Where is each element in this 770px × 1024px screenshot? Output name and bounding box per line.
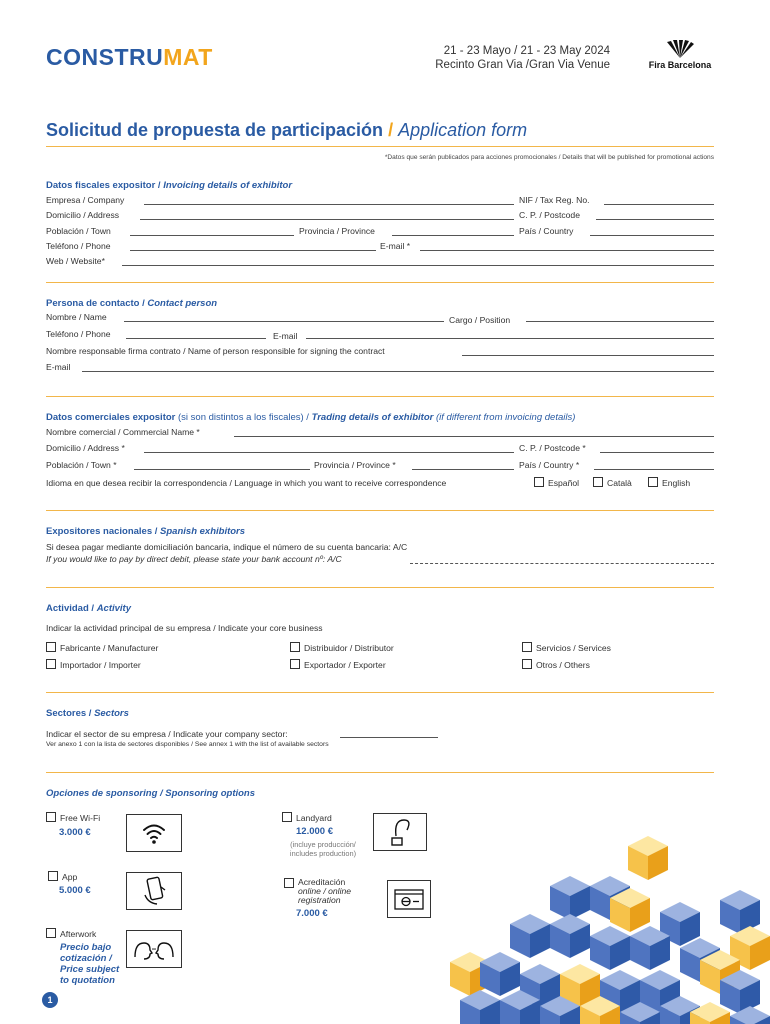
trading-province-field[interactable] <box>412 469 514 470</box>
signer-field[interactable] <box>462 355 714 356</box>
province-field[interactable] <box>392 235 514 236</box>
activity-others[interactable]: Otros / Others <box>522 659 590 670</box>
checkbox[interactable] <box>290 642 300 652</box>
checkbox[interactable] <box>48 871 58 881</box>
sponsor-landyard-option[interactable]: Landyard <box>282 812 332 823</box>
wifi-price: 3.000 € <box>59 827 91 838</box>
phone-field[interactable] <box>130 250 376 251</box>
decorative-cubes <box>420 830 770 1024</box>
lang-es-option[interactable]: Español <box>534 477 579 488</box>
section-activity-heading: Actividad / Activity <box>46 603 132 614</box>
divider <box>46 396 714 397</box>
trading-postcode-field[interactable] <box>600 452 714 453</box>
smartphone-icon <box>126 872 182 910</box>
commercial-name-label: Nombre comercial / Commercial Name * <box>46 427 200 437</box>
nif-label: NIF / Tax Reg. No. <box>519 195 590 205</box>
trading-country-label: País / Country * <box>519 460 580 470</box>
trading-postcode-label: C. P. / Postcode * <box>519 443 586 453</box>
bank-line-en: If you would like to pay by direct debit, please state your bank account nº: A/C <box>46 554 342 564</box>
lang-es-checkbox[interactable] <box>534 477 544 487</box>
contact-email-field[interactable] <box>306 338 714 339</box>
bank-account-field[interactable] <box>410 563 714 564</box>
activity-importer[interactable]: Importador / Importer <box>46 659 141 670</box>
sector-field[interactable] <box>340 737 438 738</box>
lang-ca-option[interactable]: Català <box>593 477 632 488</box>
web-field[interactable] <box>122 265 714 266</box>
section-invoicing-heading: Datos fiscales expositor / Invoicing details of exhibitor <box>46 180 293 191</box>
wifi-icon <box>126 814 182 852</box>
checkbox[interactable] <box>46 812 56 822</box>
fira-fan-icon <box>663 40 697 58</box>
lang-en-checkbox[interactable] <box>648 477 658 487</box>
divider <box>46 587 714 588</box>
sector-annex-note: Ver anexo 1 con la lista de sectores disponibles / See annex 1 with the list of available sectors <box>46 741 329 748</box>
divider <box>46 282 714 283</box>
trading-address-label: Domicilio / Address * <box>46 443 125 453</box>
conversation-icon <box>126 930 182 968</box>
event-venue-text: Recinto Gran Via /Gran Via Venue <box>435 59 610 71</box>
company-field[interactable] <box>144 204 514 205</box>
accreditation-price: 7.000 € <box>296 908 328 919</box>
section-sectors-heading: Sectores / Sectors <box>46 708 129 719</box>
page-title: Solicitud de propuesta de participación / Application form <box>46 120 528 140</box>
contact-name-label: Nombre / Name <box>46 312 107 322</box>
address-label: Domicilio / Address <box>46 210 120 220</box>
lang-en-option[interactable]: English <box>648 477 690 488</box>
section-trading-heading: Datos comerciales expositor (si son distintos a los fiscales) / Trading details of exhibitor (if different from invoicing details) <box>46 412 576 423</box>
trading-town-label: Población / Town * <box>46 460 117 470</box>
activity-distributor[interactable]: Distribuidor / Distributor <box>290 642 394 653</box>
section-sponsoring-heading: Opciones de sponsoring / Sponsoring options <box>46 788 256 799</box>
email-field[interactable] <box>420 250 714 251</box>
country-label: País / Country <box>519 226 574 236</box>
fira-text: Fira Barcelona <box>648 60 712 70</box>
contact-phone-label: Teléfono / Phone <box>46 329 111 339</box>
checkbox[interactable] <box>522 659 532 669</box>
checkbox[interactable] <box>282 812 292 822</box>
phone-label: Teléfono / Phone <box>46 241 111 251</box>
web-label: Web / Website* <box>46 256 105 266</box>
province-label: Provincia / Province <box>299 226 375 236</box>
event-dates <box>380 44 610 72</box>
sponsor-app-option[interactable]: App <box>48 871 77 882</box>
activity-services[interactable]: Servicios / Services <box>522 642 611 653</box>
trading-town-field[interactable] <box>134 469 310 470</box>
trading-address-field[interactable] <box>144 452 514 453</box>
lanyard-icon <box>373 813 427 851</box>
checkbox[interactable] <box>46 659 56 669</box>
fira-barcelona-logo <box>640 40 720 70</box>
checkbox[interactable] <box>46 642 56 652</box>
sponsor-accreditation-option[interactable]: Acreditación online / online registration <box>284 878 351 905</box>
trading-country-field[interactable] <box>594 469 714 470</box>
activity-prompt: Indicar la actividad principal de su empresa / Indicate your core business <box>46 623 323 633</box>
landyard-price: 12.000 € <box>296 826 333 837</box>
postcode-label: C. P. / Postcode <box>519 210 580 220</box>
nif-field[interactable] <box>604 204 714 205</box>
sponsor-afterwork-option[interactable]: Afterwork <box>46 928 96 939</box>
construmat-logo: CONSTRUMAT <box>46 44 213 70</box>
signer-email-field[interactable] <box>82 371 714 372</box>
town-field[interactable] <box>130 235 294 236</box>
activity-manufacturer[interactable]: Fabricante / Manufacturer <box>46 642 158 653</box>
app-price: 5.000 € <box>59 885 91 896</box>
language-label: Idioma en que desea recibir la correspondencia / Language in which you want to receive correspondence <box>46 478 447 488</box>
postcode-field[interactable] <box>596 219 714 220</box>
email-label: E-mail * <box>380 241 411 251</box>
position-field[interactable] <box>526 321 714 322</box>
country-field[interactable] <box>590 235 714 236</box>
checkbox[interactable] <box>522 642 532 652</box>
checkbox[interactable] <box>46 928 56 938</box>
lang-ca-checkbox[interactable] <box>593 477 603 487</box>
section-spanish-heading: Expositores nacionales / Spanish exhibitors <box>46 526 246 537</box>
signer-email-label: E-mail <box>46 362 71 372</box>
activity-exporter[interactable]: Exportador / Exporter <box>290 659 386 670</box>
signer-label: Nombre responsable firma contrato / Name of person responsible for signing the contract <box>46 346 385 356</box>
sector-prompt: Indicar el sector de su empresa / Indicate your company sector: <box>46 729 288 739</box>
page-number: 1 <box>42 992 58 1008</box>
trading-province-label: Provincia / Province * <box>314 460 396 470</box>
town-label: Población / Town <box>46 226 111 236</box>
address-field[interactable] <box>140 219 514 220</box>
promo-note: *Datos que serán publicados para acciones promocionales / Details that will be published for promotional actions <box>384 154 714 161</box>
divider <box>46 772 714 773</box>
sponsor-wifi-option[interactable]: Free Wi-Fi <box>46 812 100 823</box>
divider <box>46 146 714 147</box>
company-label: Empresa / Company <box>46 195 125 205</box>
bank-line-es: Si desea pagar mediante domiciliación bancaria, indique el número de su cuenta bancaria: A/C <box>46 542 408 552</box>
contact-name-field[interactable] <box>124 321 444 322</box>
contact-email-label: E-mail <box>273 331 298 341</box>
landyard-note: (incluye producción/ includes production) <box>289 840 357 858</box>
commercial-name-field[interactable] <box>234 436 714 437</box>
divider <box>46 510 714 511</box>
section-contact-heading: Persona de contacto / Contact person <box>46 298 218 309</box>
afterwork-price: Precio bajo cotización / Price subject to quotation <box>60 942 120 986</box>
contact-phone-field[interactable] <box>126 338 266 339</box>
event-dates-text: 21 - 23 Mayo / 21 - 23 May 2024 <box>443 45 610 57</box>
divider <box>46 692 714 693</box>
checkbox[interactable] <box>284 878 294 888</box>
position-label: Cargo / Position <box>449 315 511 325</box>
checkbox[interactable] <box>290 659 300 669</box>
